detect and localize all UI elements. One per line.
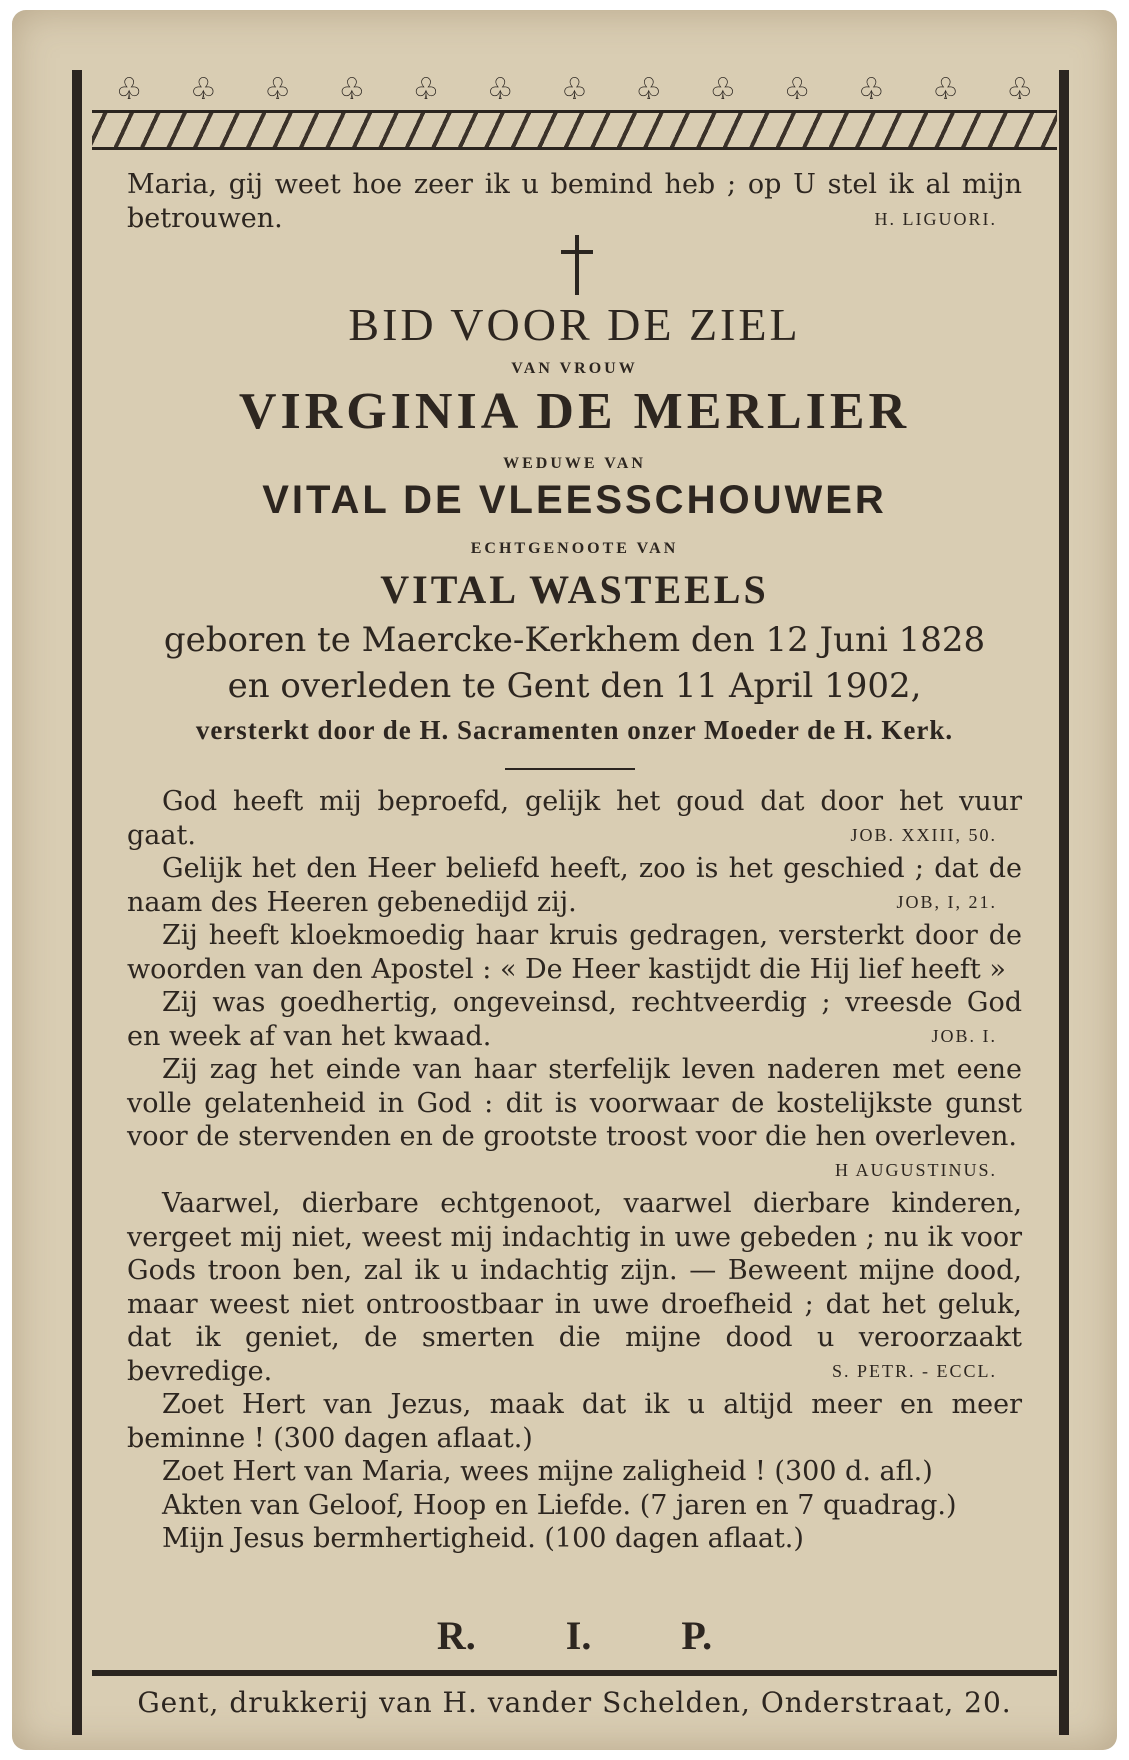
sacraments-line: versterkt door de H. Sacramenten onzer Moeder de H. Kerk. — [195, 715, 954, 745]
paragraph-source: JOB. XXIII, 50. — [850, 824, 997, 845]
second-husband-name: VITAL WASTEELS — [380, 567, 769, 612]
rip-text: R. I. P. — [436, 1613, 713, 1658]
paragraph-source: JOB, I, 21. — [896, 891, 997, 912]
trefoil-ornament-icon: ♧ — [115, 72, 143, 107]
divider — [505, 768, 635, 770]
top-ornament-row — [92, 70, 1057, 110]
trefoil-ornament-icon: ♧ — [486, 72, 514, 107]
trefoil-ornament-icon: ♧ — [338, 72, 366, 107]
paragraph-text: God heeft mij beproefd, gelijk het goud dat door het vuur gaat. — [127, 786, 1022, 851]
trefoil-ornament-icon: ♧ — [635, 72, 663, 107]
paragraph-source: JOB. I. — [931, 1025, 997, 1046]
trefoil-ornament-icon: ♧ — [857, 72, 885, 107]
right-border-rule — [1059, 70, 1069, 1735]
trefoil-ornament-icon: ♧ — [1006, 72, 1034, 107]
paragraph — [127, 1522, 1022, 1556]
trefoil-ornament-icon: ♧ — [932, 72, 959, 107]
scroll-ornament-band — [92, 110, 1057, 150]
paragraph-source: S. PETR. - ECCL. — [831, 1360, 997, 1381]
paragraph — [127, 1053, 1022, 1180]
paragraph — [127, 919, 1022, 986]
trefoil-ornament-icon: ♧ — [189, 72, 217, 107]
death-line: en overleden te Gent den 11 April 1902, — [227, 666, 922, 706]
paragraph — [127, 1489, 1022, 1523]
trefoil-ornament-icon: ♧ — [709, 72, 737, 107]
trefoil-ornament-icon: ♧ — [783, 72, 811, 107]
trefoil-ornament-icon: ♧ — [560, 72, 588, 107]
bottom-rule — [92, 1670, 1057, 1676]
left-border-rule — [72, 70, 82, 1735]
paragraph-source: H AUGUSTINUS. — [834, 1159, 997, 1180]
top-quote — [127, 168, 1022, 236]
weduwe-van-label: WEDUWE VAN — [503, 455, 646, 472]
body-text — [127, 785, 1022, 1556]
echtgenoote-van-label: ECHTGENOOTE VAN — [470, 540, 679, 557]
trefoil-ornament-icon: ♧ — [412, 72, 440, 107]
paragraph — [127, 1187, 1022, 1388]
cross-icon — [557, 235, 597, 295]
paragraph — [127, 785, 1022, 852]
paragraph-text: Zoet Hert van Maria, wees mijne zaligheid ! (300 d. afl.) — [162, 1456, 933, 1487]
paragraph-text: Zij heeft kloekmoedig haar kruis gedragen, versterkt door de woorden van den Apostel : « De Heer kastijdt die Hij lief heeft » — [127, 920, 1022, 985]
heading: BID VOOR DE ZIEL — [348, 299, 801, 350]
paragraph-text: Gelijk het den Heer beliefd heeft, zoo is het geschied ; dat de naam des Heeren gebenedijd zij. — [127, 853, 1022, 918]
deceased-name: VIRGINIA DE MERLIER — [238, 383, 911, 440]
van-vrouw-label: VAN VROUW — [511, 360, 638, 377]
first-husband-name: VITAL DE VLEESSCHOUWER — [262, 478, 887, 522]
paragraph-text: Mijn Jesus bermhertigheid. (100 dagen aflaat.) — [162, 1523, 804, 1554]
birth-line: geboren te Maercke-Kerkhem den 12 Juni 1828 — [163, 620, 986, 660]
top-quote-text: Maria, gij weet hoe zeer ik u bemind heb ; op U stel ik al mijn betrouwen. — [127, 169, 1022, 234]
top-quote-source: H. LIGUORI. — [874, 209, 997, 229]
paragraph-text: Akten van Geloof, Hoop en Liefde. (7 jaren en 7 quadrag.) — [162, 1489, 957, 1521]
paragraph-text: Zij zag het einde van haar sterfelijk leven naderen met eene volle gelatenheid in God : dit is voorwaar de kostelijkste gunst voor de stervenden en de grootste troost voor die hen overleven. — [127, 1054, 1022, 1152]
paragraph — [127, 1388, 1022, 1455]
paragraph-text: Vaarwel, dierbare echtgenoot, vaarwel dierbare kinderen, vergeet mij niet, weest mij indachtig in uwe gebeden ; nu ik voor Gods troon ben, zal ik u indachtig zijn. — Beweent mijne dood, maar weest niet ontroostbaar in uwe droefheid ; dat het geluk, dat ik geniet, de smerten die mijne dood u veroorzaakt bevredige. — [127, 1188, 1022, 1387]
trefoil-ornament-icon: ♧ — [264, 72, 291, 107]
paragraph-text: Zoet Hert van Jezus, maak dat ik u altijd meer en meer beminne ! (300 dagen aflaat.) — [127, 1389, 1022, 1454]
memorial-card — [12, 10, 1117, 1750]
paragraph — [127, 986, 1022, 1053]
paragraph — [127, 852, 1022, 919]
paragraph — [127, 1455, 1022, 1489]
printer-imprint: Gent, drukkerij van H. vander Schelden, Onderstraat, 20. — [137, 1686, 1012, 1719]
paragraph-text: Zij was goedhertig, ongeveinsd, rechtveerdig ; vreesde God en week af van het kwaad. — [127, 987, 1022, 1052]
